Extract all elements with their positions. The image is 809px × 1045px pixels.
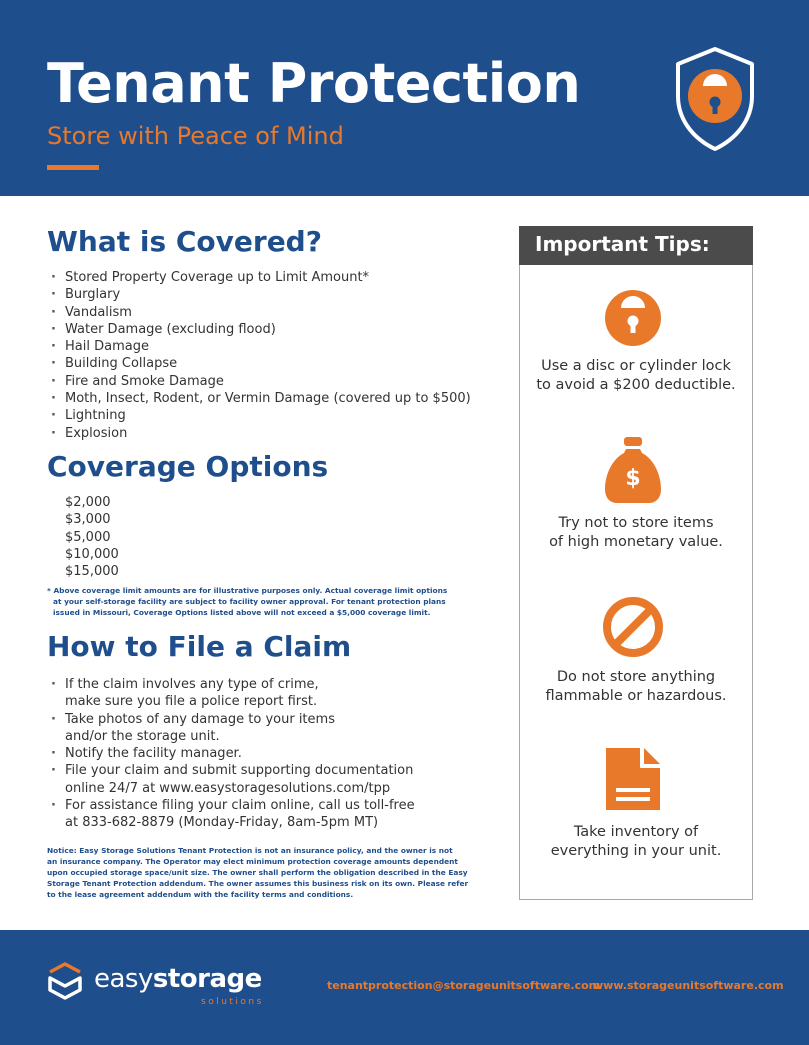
list-item: · Take photos of any damage to your items and/or the storage unit. xyxy=(51,711,415,746)
list-item: · If the claim involves any type of crime, make sure you file a police report first. xyxy=(51,676,415,711)
list-item: · Fire and Smoke Damage xyxy=(51,373,471,390)
covered-list xyxy=(51,269,471,442)
coverage-disclaimer: * Above coverage limit amounts are for illustrative purposes only. Actual coverage limit options at your self-storage facility are subject to facility owner approval. For tenant protection plans issued in Missouri, Coverage Options listed above will not exceed a $5,000 coverage limit. xyxy=(47,586,448,617)
page-title: Tenant Protection xyxy=(47,52,581,115)
tip-hazard-text: Do not store anything flammable or hazardous. xyxy=(545,669,727,704)
tip-lock-text: Use a disc or cylinder lock to avoid a $200 deductible. xyxy=(536,358,736,393)
svg-text:$: $ xyxy=(625,466,641,491)
list-item: · Stored Property Coverage up to Limit Amount* xyxy=(51,269,471,286)
list-item: · Building Collapse xyxy=(51,355,471,372)
brand-logo-subtext: solutions xyxy=(201,997,264,1007)
coverage-amount: $10,000 xyxy=(65,546,119,562)
coverage-amounts-list xyxy=(65,494,119,580)
list-item: · Burglary xyxy=(51,286,471,303)
list-item: · Water Damage (excluding flood) xyxy=(51,321,471,338)
website-link[interactable]: www.storageunitsoftware.com xyxy=(593,979,784,992)
money-bag-icon xyxy=(605,437,661,507)
list-item: · Vandalism xyxy=(51,304,471,321)
coverage-amount: $5,000 xyxy=(65,529,111,545)
document-icon xyxy=(606,748,660,814)
subtitle-underline xyxy=(47,165,99,170)
list-item: · Hail Damage xyxy=(51,338,471,355)
shield-lock-icon xyxy=(672,44,758,154)
tip-inventory-text: Take inventory of everything in your unit. xyxy=(550,824,722,859)
coverage-amount: $2,000 xyxy=(65,495,111,510)
claim-steps-list xyxy=(51,676,415,832)
claim-heading: How to File a Claim xyxy=(47,630,352,663)
tip-valuables-text: Try not to store items of high monetary value. xyxy=(549,515,723,550)
list-item: · Moth, Insect, Rodent, or Vermin Damage (covered up to $500) xyxy=(51,390,471,407)
list-item: · For assistance filing your claim online, call us toll-free at 833-682-8879 (Monday-Friday, 8am-5pm MT) xyxy=(51,797,415,832)
lock-icon xyxy=(605,290,661,350)
coverage-options-heading: Coverage Options xyxy=(47,450,329,483)
list-item: · Explosion xyxy=(51,425,471,442)
notice-text: Notice: Easy Storage Solutions Tenant Protection is not an insurance policy, and the owner is not an insurance company. The Operator may elect minimum protection coverage amounts dependent upon occupied storage space/unit size. The owner shall perform the obligation described in the Easy Storage Tenant Protection addendum. The owner assumes this business risk on its own. Please refer to the lease agreement addendum with the facility terms and conditions. xyxy=(47,846,469,899)
coverage-amount: $15,000 xyxy=(65,564,119,580)
contact-email-link[interactable]: tenantprotection@storageunitsoftware.com xyxy=(327,979,601,992)
page-subtitle: Store with Peace of Mind xyxy=(47,122,344,150)
list-item: · Lightning xyxy=(51,407,471,424)
list-item: · File your claim and submit supporting documentation online 24/7 at www.easystoragesolutions.com/tpp xyxy=(51,762,415,797)
coverage-amount: $3,000 xyxy=(65,512,111,528)
brand-logo: easystorage xyxy=(94,964,262,994)
tips-header: Important Tips: xyxy=(519,226,753,265)
list-item: · Notify the facility manager. xyxy=(51,745,415,762)
covered-heading: What is Covered? xyxy=(47,225,322,258)
cube-logo-icon xyxy=(46,961,84,1001)
prohibited-icon xyxy=(602,596,664,662)
